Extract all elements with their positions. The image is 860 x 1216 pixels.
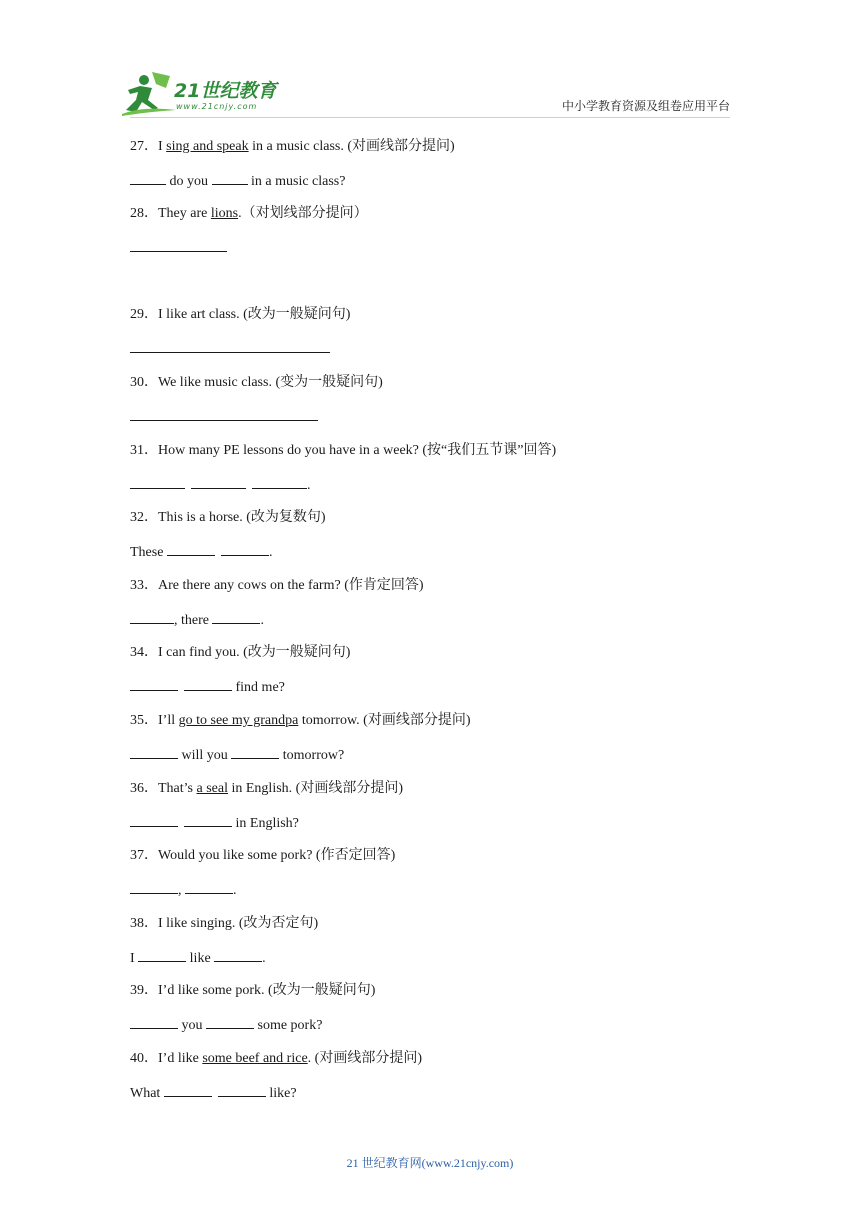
answer-38: I like . (130, 948, 266, 969)
answer-blank[interactable] (214, 948, 262, 962)
answer-blank[interactable] (130, 610, 174, 624)
answer-blank[interactable] (130, 677, 178, 691)
answer-34: find me? (130, 677, 285, 698)
question-37: 37．Would you like some pork? (作否定回答) (130, 848, 396, 863)
answer-blank[interactable] (185, 880, 233, 894)
answer-blank[interactable] (130, 238, 227, 252)
answer-blank[interactable] (130, 1015, 178, 1029)
question-31: 31．How many PE lessons do you have in a week? (按“我们五节课”回答) (130, 443, 557, 458)
answer-blank[interactable] (231, 745, 279, 759)
answer-blank[interactable] (130, 813, 178, 827)
question-39: 39．I’d like some pork. (改为一般疑问句) (130, 983, 376, 998)
answer-blank[interactable] (206, 1015, 254, 1029)
answer-30 (130, 407, 318, 428)
answer-32: These . (130, 542, 272, 563)
runner-logo-icon (122, 70, 178, 118)
answer-blank[interactable] (184, 813, 232, 827)
logo-text: 21世纪教育 (174, 80, 277, 102)
answer-31: . (130, 475, 311, 496)
question-38: 38．I like singing. (改为否定句) (130, 916, 319, 931)
answer-blank[interactable] (130, 171, 166, 185)
question-30: 30．We like music class. (变为一般疑问句) (130, 375, 383, 390)
answer-36: in English? (130, 813, 299, 834)
answer-blank[interactable] (252, 475, 307, 489)
question-40: 40．I’d like some beef and rice. (对画线部分提问) (130, 1051, 422, 1066)
header-divider (130, 117, 730, 118)
answer-blank[interactable] (167, 542, 215, 556)
page-footer[interactable]: 21 世纪教育网(www.21cnjy.com) (346, 1156, 514, 1170)
answer-blank[interactable] (130, 745, 178, 759)
answer-blank[interactable] (212, 610, 260, 624)
answer-blank[interactable] (184, 677, 232, 691)
answer-blank[interactable] (130, 339, 330, 353)
answer-blank[interactable] (191, 475, 246, 489)
answer-28 (130, 238, 227, 259)
answer-40: What like? (130, 1083, 297, 1104)
answer-blank[interactable] (221, 542, 269, 556)
question-27: 27．I sing and speak in a music class. (对画线部分提问) (130, 139, 455, 154)
answer-29 (130, 339, 330, 360)
question-32: 32．This is a horse. (改为复数句) (130, 510, 326, 525)
logo-url: www.21cnjy.com (176, 102, 258, 111)
answer-blank[interactable] (130, 880, 178, 894)
question-35: 35．I’ll go to see my grandpa tomorrow. (对画线部分提问) (130, 713, 471, 728)
answer-27: do you in a music class? (130, 171, 345, 192)
answer-35: will you tomorrow? (130, 745, 344, 766)
answer-blank[interactable] (138, 948, 186, 962)
answer-39: you some pork? (130, 1015, 322, 1036)
answer-37: , . (130, 880, 237, 901)
answer-blank[interactable] (130, 407, 318, 421)
question-29: 29．I like art class. (改为一般疑问句) (130, 307, 351, 322)
answer-blank[interactable] (164, 1083, 212, 1097)
header-tagline: 中小学教育资源及组卷应用平台 (561, 99, 730, 113)
answer-blank[interactable] (212, 171, 248, 185)
question-34: 34．I can find you. (改为一般疑问句) (130, 645, 351, 660)
site-logo (122, 70, 292, 118)
question-28: 28．They are lions.（对划线部分提问） (130, 206, 368, 221)
answer-blank[interactable] (218, 1083, 266, 1097)
answer-33: , there . (130, 610, 264, 631)
question-33: 33．Are there any cows on the farm? (作肯定回答) (130, 578, 424, 593)
page-header (0, 0, 860, 125)
answer-blank[interactable] (130, 475, 185, 489)
question-36: 36．That’s a seal in English. (对画线部分提问) (130, 781, 403, 796)
